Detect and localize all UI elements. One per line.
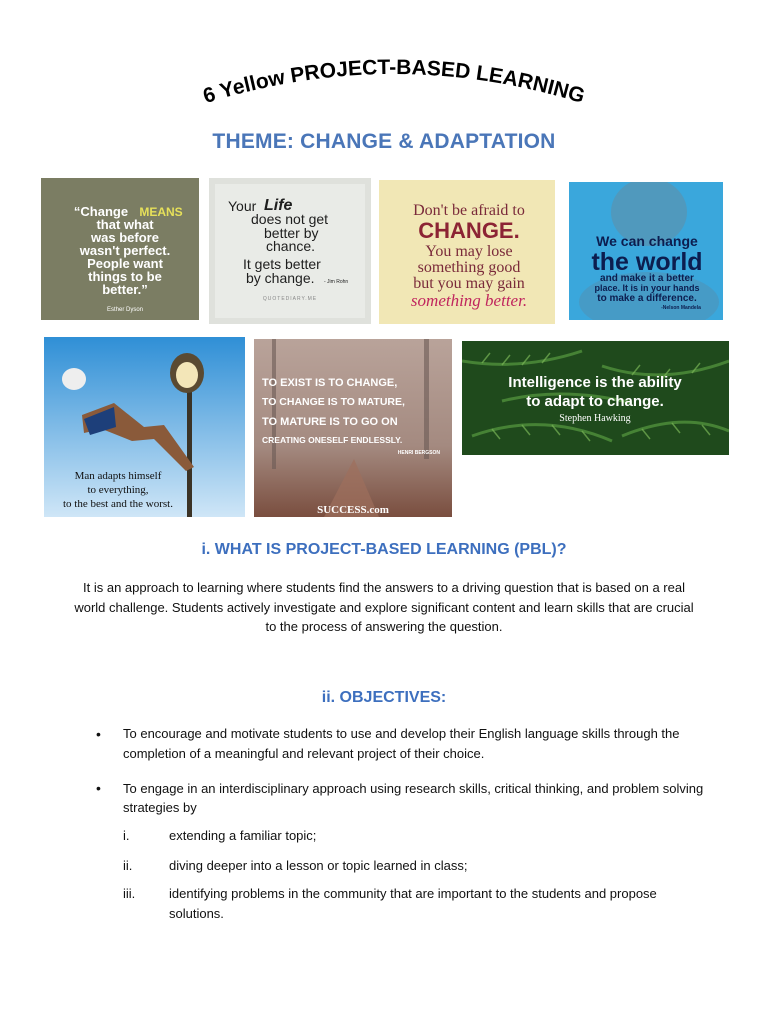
q2-line3: better by (264, 225, 319, 241)
q4-line3: and make it a better (600, 273, 694, 284)
q1-line1: “Change (73, 204, 129, 219)
q2-your: Your (228, 198, 257, 214)
q7-author: Stephen Hawking (559, 413, 631, 424)
document-title (0, 30, 768, 110)
section-heading-objectives: ii. OBJECTIVES: (321, 689, 447, 706)
q2-site: QUOTEDIARY.ME (262, 296, 318, 302)
svg-text:6 Yellow PROJECT-BASED LEARNIN (200, 56, 587, 108)
objective-text: To engage in an interdisciplinary approach using research skills, critical thinking, and problem solving strategies by (123, 781, 704, 815)
q2-line2: does not get (251, 211, 329, 227)
section-body-pbl: It is an approach to learning where students find the answers to a driving question that is based on a real world challenge. Students actively investigate and explore significant content and learn skills that are crucial to the process of answering the question. (74, 580, 694, 634)
q6-author: HENRI BERGSON (397, 450, 440, 456)
q3-line1: Don't be afraid to (413, 202, 525, 219)
sub-item-number: i. (123, 828, 130, 843)
quote-image-change-the-world (569, 182, 723, 320)
title-text: 6 Yellow PROJECT-BASED LEARNING (200, 55, 588, 108)
q2-author: - Jim Rohn (324, 279, 349, 285)
theme-heading: THEME: CHANGE & ADAPTATION (212, 130, 556, 153)
q7-line1: Intelligence is the ability (508, 374, 682, 391)
sub-item-number: ii. (123, 858, 133, 873)
q2-life: Life (264, 197, 293, 214)
bullet-icon: • (96, 780, 101, 796)
sub-item (123, 856, 683, 876)
q4-line1: We can change (596, 233, 698, 249)
q4-line5: to make a difference. (597, 293, 697, 304)
q6-line4: CREATING ONESELF ENDLESSLY. (262, 435, 403, 445)
q1-line7: better.” (102, 282, 148, 297)
q1-line3: was before (91, 230, 159, 245)
quote-image-change-means (41, 178, 199, 320)
quote-image-to-exist-is-to-change (254, 339, 452, 517)
section-heading-what-is-pbl: i. WHAT IS PROJECT-BASED LEARNING (PBL)? (201, 541, 567, 558)
q3-line5: but you may gain (413, 275, 525, 292)
q4-line4: place. It is in your hands (594, 283, 700, 293)
q1-line2: that what (96, 217, 154, 232)
q5-line2: to everything, (87, 484, 149, 496)
q1-line5: People want (87, 256, 163, 271)
q5-line1: Man adapts himself (74, 470, 162, 482)
q6-brand: SUCCESS.com (317, 504, 389, 516)
q3-line2: CHANGE. (418, 218, 520, 243)
q4-author: -Nelson Mandela (661, 305, 701, 311)
sub-item-text: identifying problems in the community that are important to the students and propose solutions. (169, 886, 657, 921)
sub-item-text: diving deeper into a lesson or topic learned in class; (169, 858, 468, 873)
q1-line4: wasn't perfect. (79, 243, 171, 258)
q6-line3: TO MATURE IS TO GO ON (262, 416, 398, 428)
quote-image-dont-be-afraid (379, 180, 555, 324)
q6-line1: TO EXIST IS TO CHANGE, (262, 377, 398, 389)
q1-line6: things to be (88, 269, 162, 284)
q3-line6: something better. (410, 291, 528, 310)
q2-line6: by change. (246, 270, 315, 286)
quote-image-intelligence (462, 341, 729, 455)
q2-line5: It gets better (243, 256, 321, 272)
q4-line2: the world (591, 248, 703, 276)
sub-item (123, 884, 683, 924)
q1-means: MEANS (139, 205, 183, 219)
q7-line2: to adapt to change. (526, 393, 664, 410)
bullet-icon: • (96, 726, 101, 742)
sub-item-number: iii. (123, 886, 136, 901)
q3-line3: You may lose (425, 243, 513, 260)
q6-line2: TO CHANGE IS TO MATURE, (262, 396, 405, 408)
objective-bullet (96, 724, 716, 764)
sub-item-text: extending a familiar topic; (169, 828, 317, 843)
objective-text: To encourage and motivate students to use and develop their English language skills through the completion of a meaningful and relevant project of their choice. (123, 726, 680, 761)
q5-line3: to the best and the worst. (63, 498, 173, 510)
q3-line4: something good (417, 259, 521, 276)
photo-man-adapts (44, 337, 245, 517)
quote-image-life-change (209, 178, 371, 324)
q1-author: Esther Dyson (106, 307, 144, 313)
objective-bullet (96, 779, 716, 817)
q2-line4: chance. (266, 238, 316, 254)
sub-item (123, 826, 683, 846)
